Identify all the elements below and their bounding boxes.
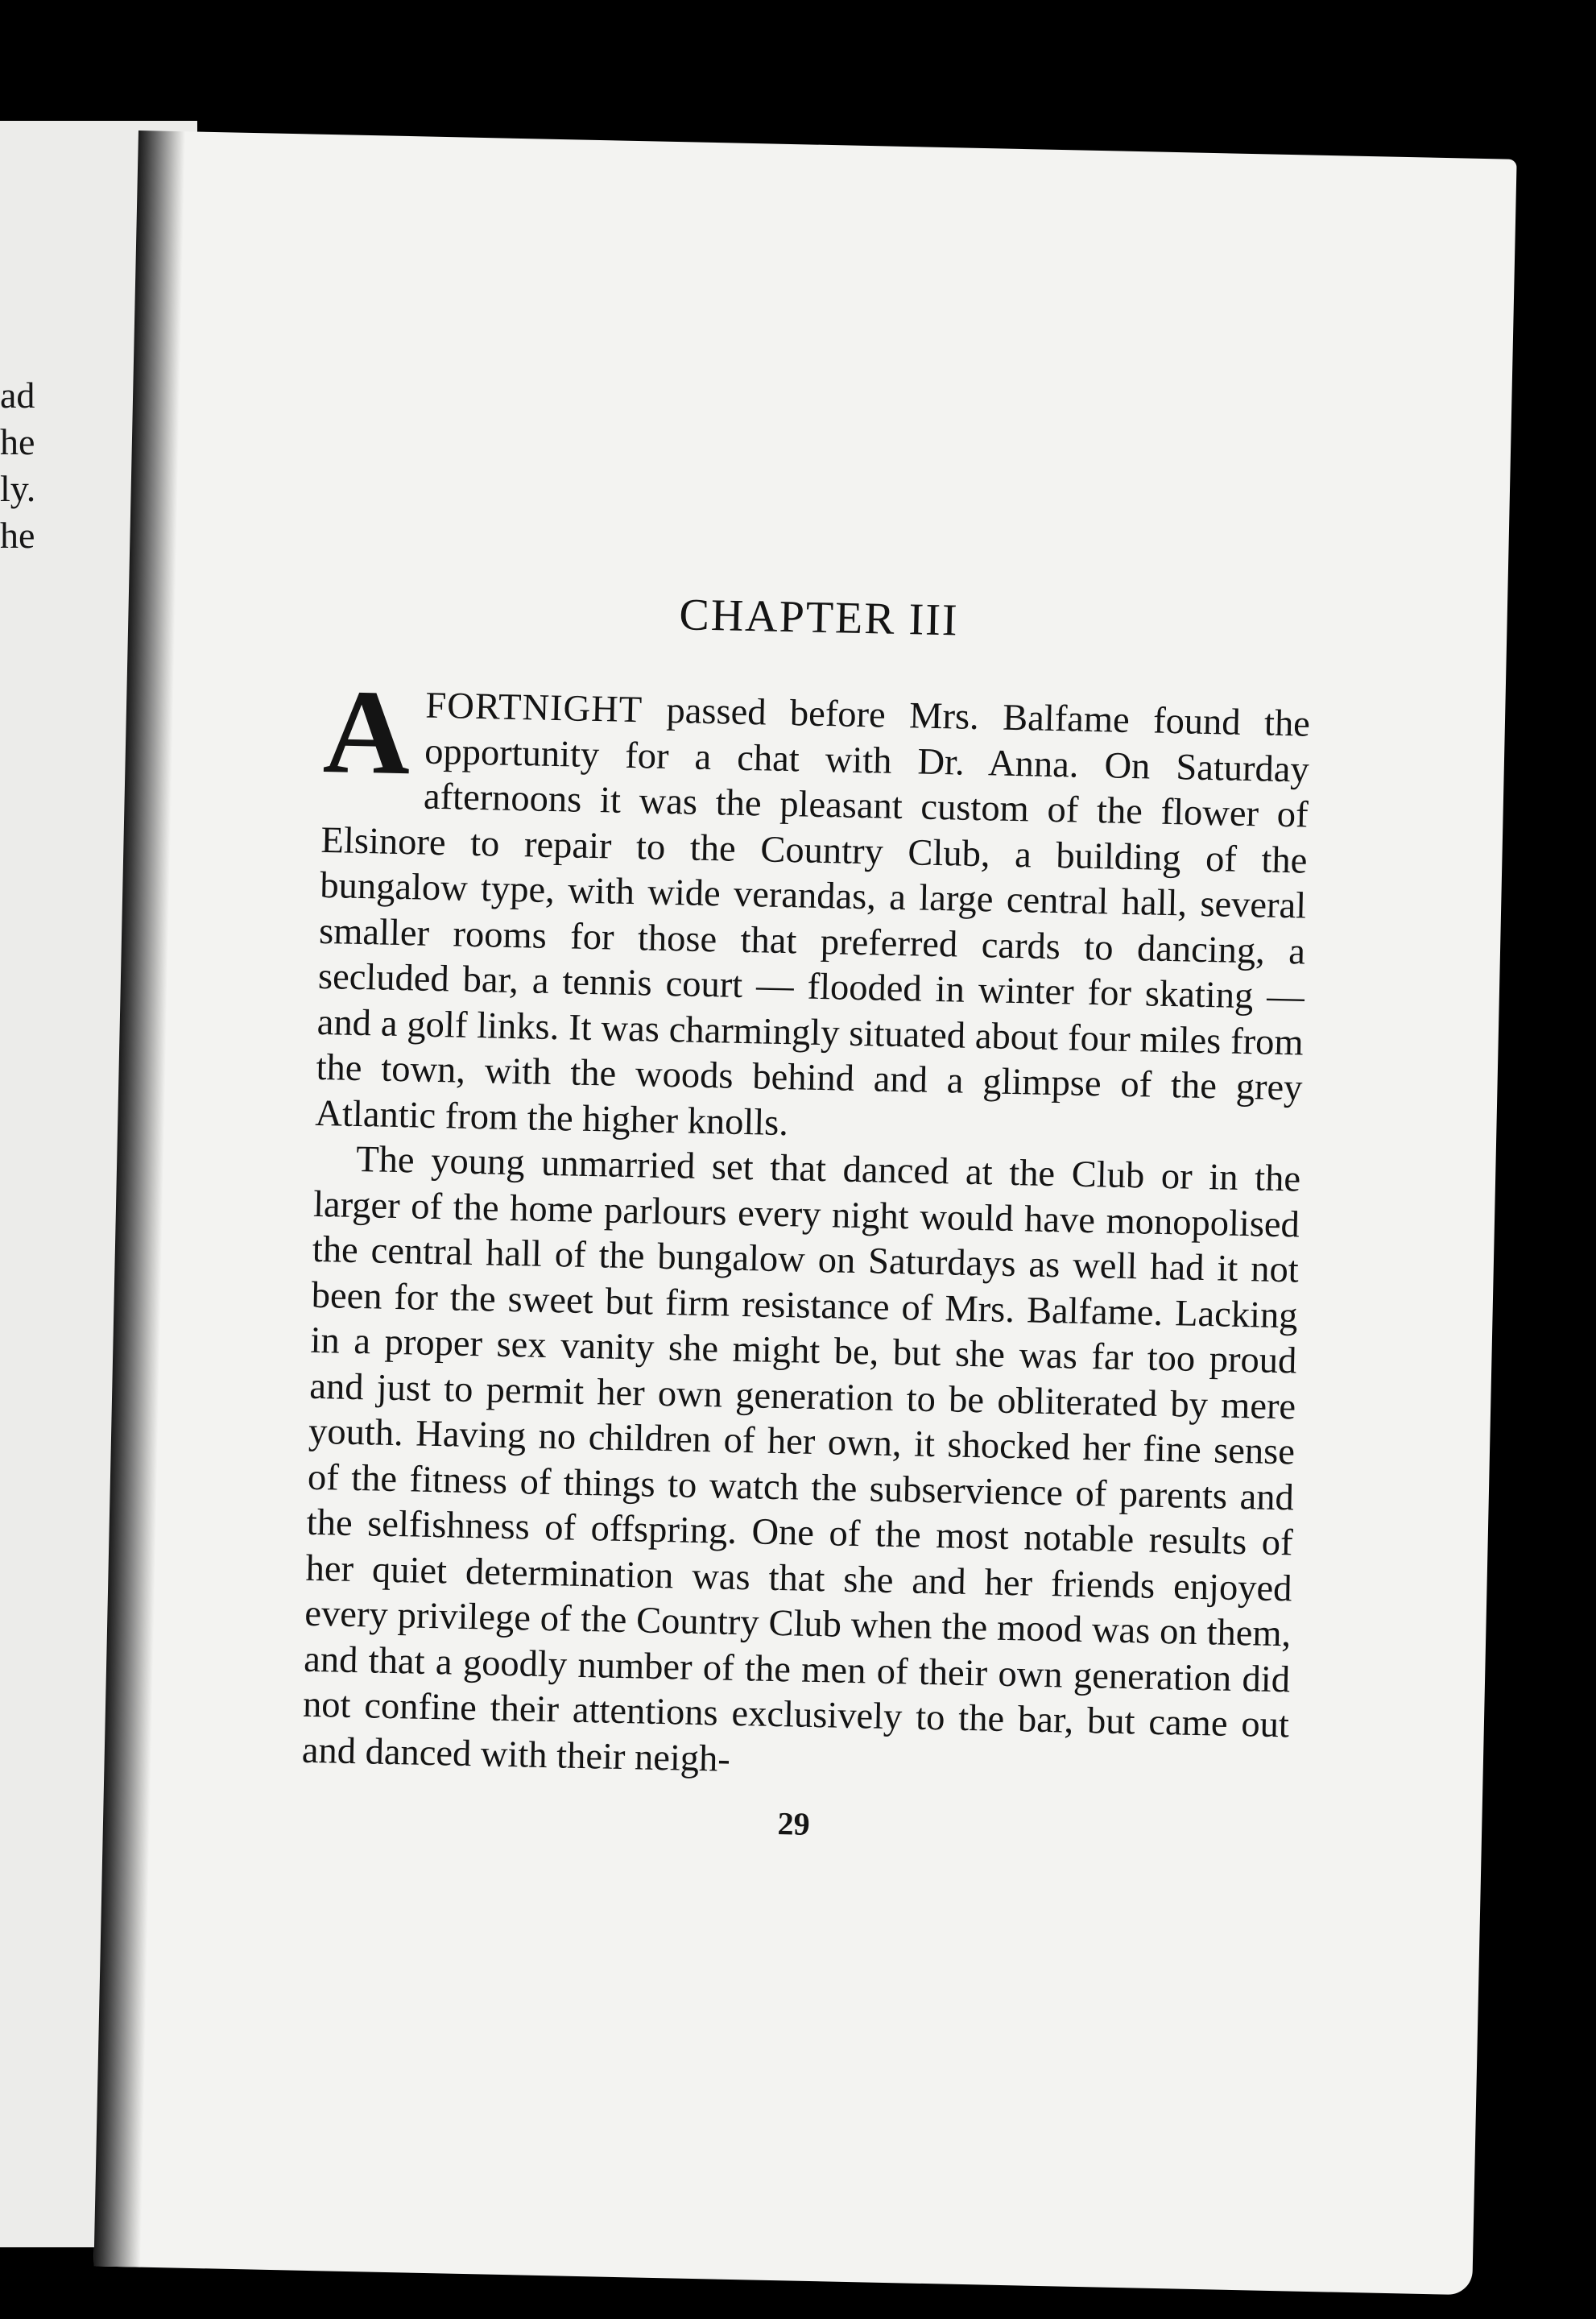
- left-page-line: he: [0, 421, 35, 462]
- opening-word: FORTNIGHT: [424, 685, 643, 731]
- left-page-line: he: [0, 515, 35, 556]
- page-body: [300, 582, 1313, 1853]
- book-page: [93, 130, 1516, 2295]
- drop-capital: A: [321, 664, 412, 801]
- left-page-line: ad: [0, 375, 35, 416]
- paragraph-1-text: passed before Mrs. Balfame found the opportunity for a chat with Dr. Anna. On Saturday afternoons it was the pleasant custom of the flower of Elsinore to repair to the Country Club, a building of the bungalow type, with wide verandas, a large central hall, several smaller rooms for those that preferred cards to dancing, a secluded bar, a tennis court — flooded in winter for skating — and a golf links. It was charmingly situated about four miles from the town, with the woods behind and a glimpse of the grey Atlantic from the higher knolls.: [314, 689, 1311, 1144]
- chapter-heading: CHAPTER III: [678, 590, 960, 646]
- paragraph-1: [314, 664, 1311, 1157]
- paragraph-2: The young unmarried set that danced at the Club or in the larger of the home parlours every night would have monopolised the central hall of the bungalow on Saturdays as well had it not been for the sweet but firm resistance of Mrs. Balfame. Lacking in a proper sex vanity she might be, but she was far too proud and just to permit her own generation to be obliterated by mere youth. Having no children of her own, it shocked her fine sense of the fitness of things to watch the subservience of parents and the selfishness of offspring. One of the most notable results of her quiet determination was that she and her friends enjoyed every privilege of the Country Club when the mood was on them, and that a goodly number of the men of their own generation did not confine their attentions exclusively to the bar, but came out and danced with their neigh-: [301, 1138, 1301, 1780]
- page-number: 29: [777, 1805, 811, 1842]
- left-page-line: ly.: [0, 468, 36, 509]
